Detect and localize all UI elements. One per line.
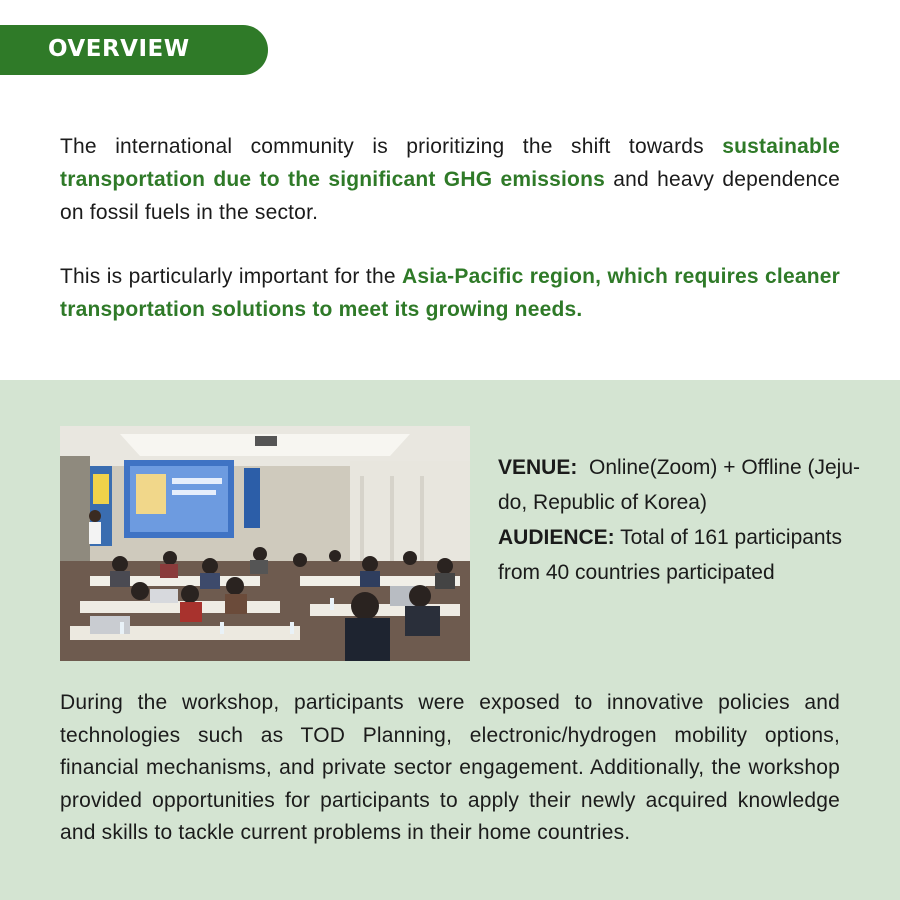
audience-label: AUDIENCE: (498, 526, 615, 549)
venue-label: VENUE: (498, 456, 578, 479)
audience-value: Total of 161 participants from 40 countries participated (498, 526, 842, 584)
p2-text: This is particularly important for the (60, 265, 403, 288)
p1-highlight: sustainable transportation due to the significant GHG emissions (60, 135, 840, 191)
audience-block (498, 520, 878, 590)
p1-text-end: and heavy dependence on fossil fuels in the sector. (60, 168, 840, 224)
workshop-photo-illustration (60, 426, 470, 661)
overview-paragraph-1 (60, 130, 840, 229)
event-details (498, 450, 878, 590)
workshop-photo (60, 426, 470, 661)
overview-section (0, 0, 900, 380)
p2-highlight: Asia-Pacific region, which requires cleaner transportation solutions to meet its growing needs. (60, 265, 840, 321)
summary-paragraph: During the workshop, participants were exposed to innovative policies and technologies such as TOD Planning, electronic/hydrogen mobility options, financial mechanisms, and private sector engagement. Additionally, the workshop provided opportunities for participants to apply their newly acquired knowledge and skills to tackle current problems in their home countries. (60, 691, 840, 845)
p1-text: The international community is prioritizing the shift towards (60, 135, 723, 158)
section-title: OVERVIEW (48, 36, 190, 62)
details-panel (0, 380, 900, 900)
venue-block (498, 450, 878, 520)
overview-paragraph-2 (60, 260, 840, 326)
section-tab (0, 25, 268, 75)
venue-value: Online(Zoom) + Offline (Jeju-do, Republic of Korea) (498, 456, 860, 514)
